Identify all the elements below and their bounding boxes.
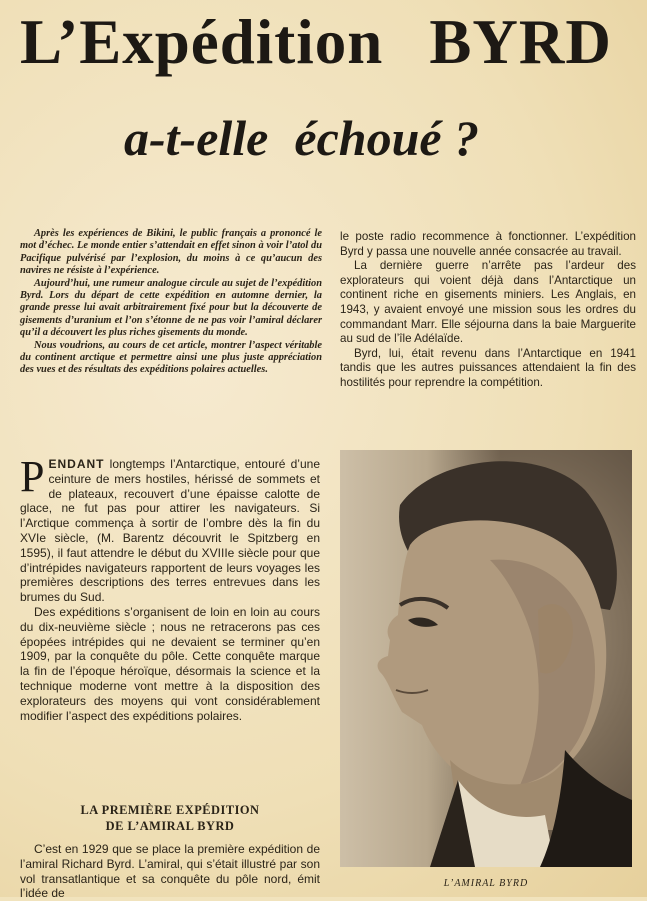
body-paragraph: La dernière guerre n’arrête pas l’ardeur des explorateurs qui voient déjà dans l’Antarctique un continent riche en gisements miniers. Les Anglais, en 1943, y avaient envoyé une mission sous les ordres du commandant Marr. Elle séjourna dans la baie Marguerite au sud de l’île Adélaïde. bbox=[340, 259, 636, 346]
column-2-text bbox=[340, 230, 636, 391]
headline-line-2 bbox=[124, 108, 544, 168]
photo-caption: L’AMIRAL BYRD bbox=[443, 878, 529, 889]
body-paragraph: le poste radio recommence à fonctionner. L’expédition Byrd y passa une nouvelle année consacrée au travail. bbox=[340, 230, 636, 258]
body-paragraph: C’est en 1929 que se place la première expédition de l’amiral Richard Byrd. L’amiral, qui s’était illustré par son vol transatlantique et sa conquête du pôle nord, émit l’idée de bbox=[20, 842, 320, 901]
portrait-photo bbox=[340, 450, 632, 867]
headline-word-expedition: L’Expédition bbox=[20, 7, 384, 77]
headline-word-byrd: BYRD bbox=[429, 7, 612, 77]
headline-word-a-t-elle: a-t-elle bbox=[124, 110, 269, 166]
intro-paragraph: Après les expériences de Bikini, le public français a prononcé le mot d’échec. Le monde entier s’attendait en effet sinon à voir l’atol du Pacifique pulvérisé par l’explosion, du moins à ce qu’aucun des navires ne résiste à l’expérience. bbox=[20, 228, 322, 277]
headline-line-1 bbox=[20, 6, 640, 78]
body-paragraph: PENDANT longtemps l’Antarctique, entouré d’une ceinture de mers hostiles, hérissé de sommets et de plateaux, recouvert d’une épaisse calotte de glace, ne fut pas pour attirer les navigateurs. Si l’Arctique commença à sortir de l’ombre dès la fin du XVIe siècle, (M. Barentz découvrit le Spitzberg en 1595), il faut attendre le début du XVIIIe siècle pour que d’intrépides navigateurs rapportent de leurs voyages les premières descriptions des terres entrevues dans les brumes du Sud. bbox=[20, 452, 320, 605]
section-text bbox=[20, 842, 320, 901]
body-paragraph: Des expéditions s’organisent de loin en loin au cours du dix-neuvième siècle ; nous ne retracerons pas ces épopées intrépides qui ne devaient se terminer qu’en 1909, par la conquête du pôle. Cette conquête marque la fin de l’époque héroïque, désormais la science et la technique moderne vont mettre à la disposition des explorateurs des moyens qui vont considérablement modifier l’aspect des expéditions polaires. bbox=[20, 604, 320, 723]
headline-word-echoue: échoué ? bbox=[294, 110, 480, 166]
column-1-text bbox=[20, 452, 320, 723]
portrait-illustration bbox=[340, 450, 632, 867]
intro-chapeau bbox=[20, 228, 322, 377]
intro-paragraph: Aujourd’hui, une rumeur analogue circule au sujet de l’expédition Byrd. Lors du départ de cette expédition en automne dernier, la grande presse lui avait arbitrairement fixé pour but la découverte de gisements d’uranium et l’on s’étonne de ne pas voir l’amiral déclarer qu’il a découvert les plus riches gisements du monde. bbox=[20, 277, 322, 339]
intro-paragraph: Nous voudrions, au cours de cet article, montrer l’aspect véritable du continent arctique et permettre ainsi une plus juste appréciation des vues et des résultats des expéditions polaires actuelles. bbox=[20, 339, 322, 376]
lead-word: ENDANT bbox=[48, 457, 105, 471]
drop-cap: P bbox=[20, 452, 45, 501]
body-paragraph: Byrd, lui, était revenu dans l’Antarctique en 1941 tandis que les autres puissances attendaient la fin des hostilités pour reprendre la compétition. bbox=[340, 346, 636, 389]
section-subheading: LA PREMIÈRE EXPÉDITION DE L’AMIRAL BYRD bbox=[80, 803, 260, 833]
